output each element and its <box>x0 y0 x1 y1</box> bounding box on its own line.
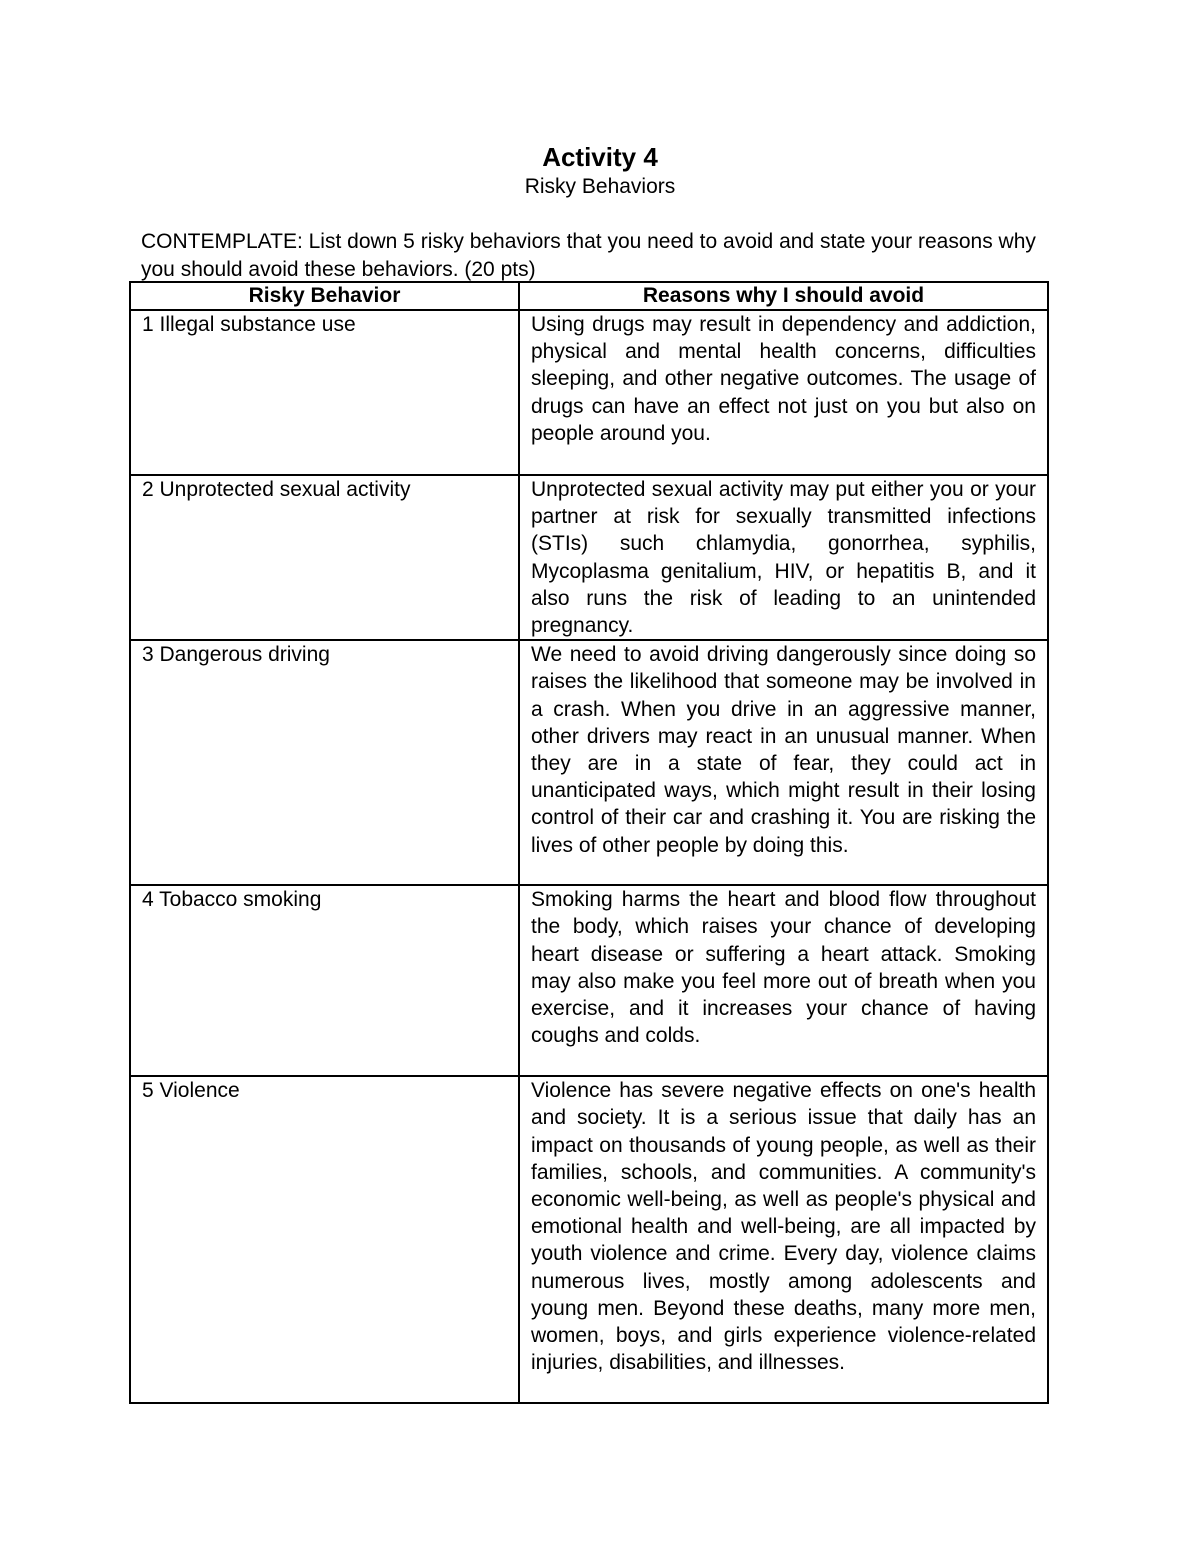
risky-behaviors-table <box>129 281 1049 1404</box>
reason-cell: Using drugs may result in dependency and addiction, physical and mental health concerns, difficulties sleeping, and other negative outcomes. The usage of drugs can have an effect not just on you but also on people around you. <box>519 310 1048 475</box>
table-row <box>130 885 1048 1076</box>
instructions-text: CONTEMPLATE: List down 5 risky behaviors that you need to avoid and state your reasons why you should avoid these behaviors. (20 pts) <box>141 230 1036 281</box>
page-title: Activity 4 <box>542 142 658 172</box>
behavior-cell: 3 Dangerous driving <box>130 640 519 885</box>
page-subtitle: Risky Behaviors <box>524 175 676 198</box>
reason-cell: We need to avoid driving dangerously since doing so raises the likelihood that someone may be involved in a crash. When you drive in an aggressive manner, other drivers may react in an unusual manner. When they are in a state of fear, they could act in unanticipated ways, which might result in their losing control of their car and crashing it. You are risking the lives of other people by doing this. <box>519 640 1048 885</box>
table-row <box>130 640 1048 885</box>
behavior-cell: 5 Violence <box>130 1076 519 1403</box>
table-row <box>130 310 1048 475</box>
behavior-cell: 2 Unprotected sexual activity <box>130 475 519 640</box>
reason-cell: Smoking harms the heart and blood flow throughout the body, which raises your chance of developing heart disease or suffering a heart attack. Smoking may also make you feel more out of breath when you exercise, and it increases your chance of having coughs and colds. <box>519 885 1048 1076</box>
behavior-cell: 1 Illegal substance use <box>130 310 519 475</box>
reason-cell: Violence has severe negative effects on one's health and society. It is a serious issue that daily has an impact on thousands of young people, as well as their families, schools, and communities. A community's economic well-being, as well as people's physical and emotional health and well-being, are all impacted by youth violence and crime. Every day, violence claims numerous lives, mostly among adolescents and young men. Beyond these deaths, many more men, women, boys, and girls experience violence-related injuries, disabilities, and illnesses. <box>519 1076 1048 1403</box>
table-header-row <box>130 282 1048 310</box>
column-header-behavior: Risky Behavior <box>130 282 519 310</box>
behavior-cell: 4 Tobacco smoking <box>130 885 519 1076</box>
table-row <box>130 1076 1048 1403</box>
column-header-reason: Reasons why I should avoid <box>519 282 1048 310</box>
reason-cell: Unprotected sexual activity may put either you or your partner at risk for sexually transmitted infections (STIs) such chlamydia, gonorrhea, syphilis, Mycoplasma genitalium, HIV, or hepatitis B, and it also runs the risk of leading to an unintended pregnancy. <box>519 475 1048 640</box>
table-row <box>130 475 1048 640</box>
